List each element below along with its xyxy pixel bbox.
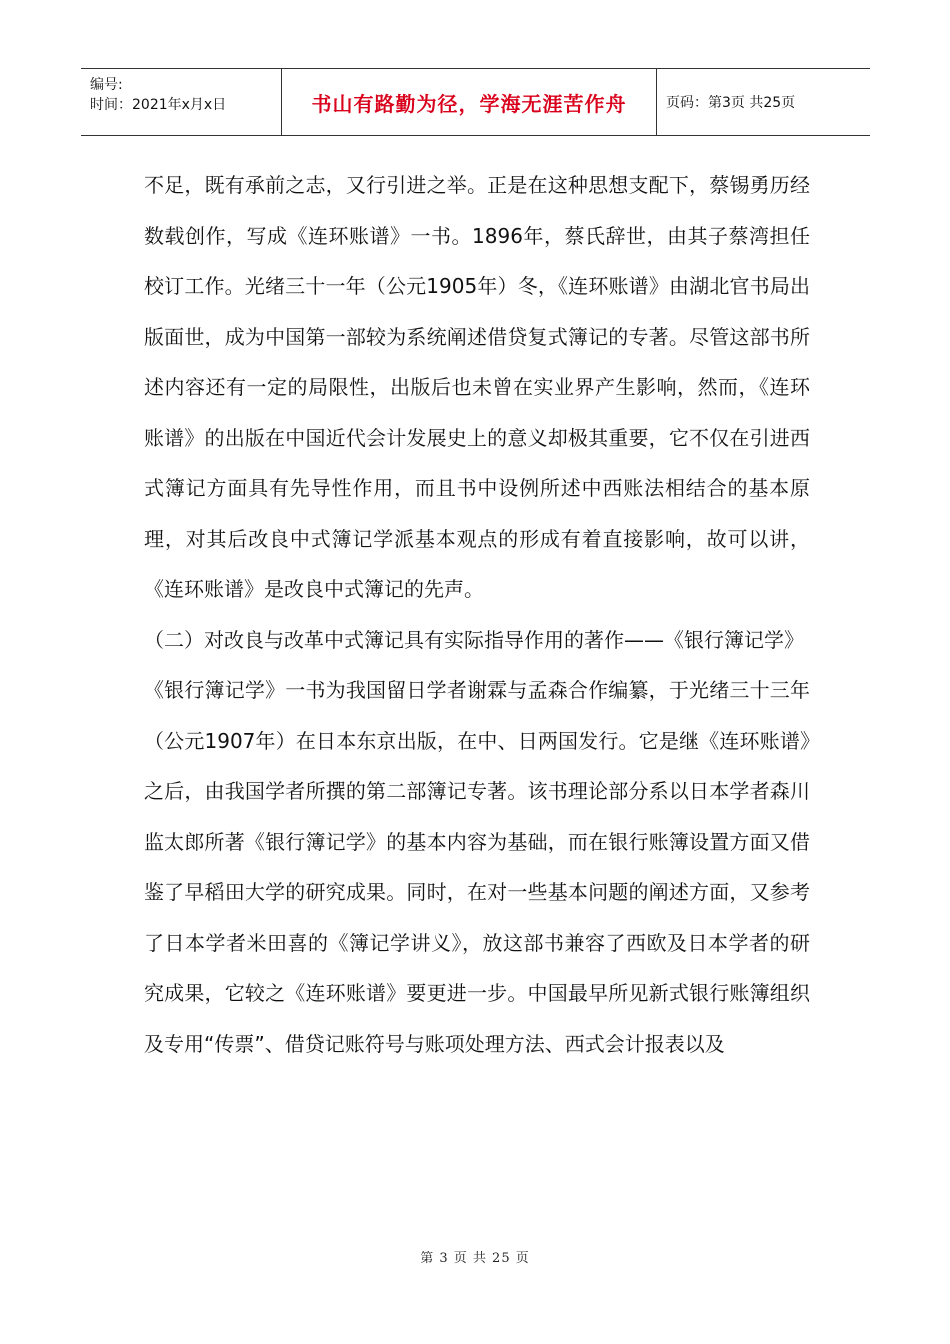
header-page-info: 页码：第3页 共25页 — [666, 95, 796, 111]
section-heading: （二）对改良与改革中式簿记具有实际指导作用的著作——《银行簿记学》 — [144, 627, 804, 652]
document-body — [144, 160, 810, 1069]
header-motto: 书山有路勤为径，学海无涯苦作舟 — [282, 69, 657, 135]
time-label: 时间：2021年x月x日 — [90, 97, 227, 113]
paragraph: 《银行簿记学》一书为我国留日学者谢霖与孟森合作编纂，于光绪三十三年（公元1907年）在日本东京出版，在中、日两国发行。它是继《连环账谱》之后，由我国学者所撰的第二部簿记专著。该书理论部分系以日本学者森川监太郎所著《银行簿记学》的基本内容为基础，而在银行账簿设置方面又借鉴了早稻田大学的研究成果。同时，在对一些基本问题的阐述方面，又参考了日本学者米田喜的《簿记学讲义》，放这部书兼容了西欧及日本学者的研究成果，它较之《连环账谱》要更进一步。中国最早所见新式银行账簿组织及专用“传票”、借贷记账符号与账项处理方法、西式会计报表以及 — [144, 678, 810, 1056]
header-meta-cell — [81, 69, 282, 135]
page-footer: 第 3 页 共 25 页 — [420, 1251, 530, 1266]
page-header — [81, 68, 870, 136]
paragraph: 不足，既有承前之志，又行引进之举。正是在这种思想支配下，蔡锡勇历经数载创作，写成《连环账谱》一书。1896年，蔡氏辞世，由其子蔡湾担任校订工作。光绪三十一年（公元1905年）冬，《连环账谱》由湖北官书局出版面世，成为中国第一部较为系统阐述借贷复式簿记的专著。尽管这部书所述内容还有一定的局限性，出版后也未曾在实业界产生影响，然而，《连环账谱》的出版在中国近代会计发展史上的意义却极其重要，它不仅在引进西式簿记方面具有先导性作用，而且书中设例所述中西账法相结合的基本原理，对其后改良中式簿记学派基本观点的形成有着直接影响，故可以讲，《连环账谱》是改良中式簿记的先声。 — [144, 173, 810, 601]
serial-label: 编号: — [90, 77, 123, 93]
